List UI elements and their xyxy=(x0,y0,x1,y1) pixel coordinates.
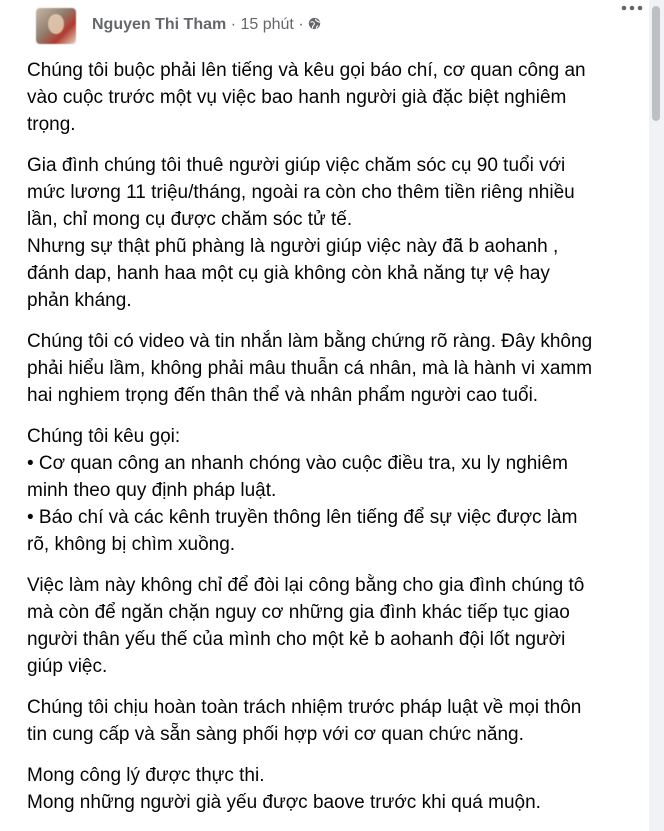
text-line: Chúng tôi chịu hoàn toàn trách nhiệm trước pháp luật về mọi thôn xyxy=(27,697,582,718)
text-line: Chúng tôi buộc phải lên tiếng và kêu gọi báo chí, cơ quan công an xyxy=(27,60,586,81)
text-line: Chúng tôi kêu gọi: xyxy=(27,426,181,447)
paragraph-3 xyxy=(27,328,648,409)
text-line: hai nghiem trọng đến thân thể và nhân phẩm người cao tuổi. xyxy=(27,385,539,406)
text-line: mà còn để ngăn chặn nguy cơ những gia đình khác tiếp tục giao xyxy=(27,602,570,623)
text-line: Chúng tôi có video và tin nhắn làm bằng chứng rõ ràng. Đây không xyxy=(27,331,593,352)
paragraph-6 xyxy=(27,694,648,748)
text-line: rõ, không bị chìm xuồng. xyxy=(27,534,236,555)
text-line: Việc làm này không chỉ để đòi lại công bằng cho gia đình chúng tô xyxy=(27,575,585,596)
paragraph-1 xyxy=(27,57,648,138)
paragraph-7 xyxy=(27,762,648,816)
more-horizontal-icon[interactable] xyxy=(620,0,644,14)
text-line: minh theo quy định pháp luật. xyxy=(27,480,277,501)
scrollbar-thumb[interactable] xyxy=(652,6,660,121)
text-line: phải hiểu lầm, không phải mâu thuẫn cá nhân, mà là hành vi xamm xyxy=(27,358,593,379)
post-time[interactable]: 15 phút xyxy=(240,16,294,33)
vertical-scrollbar[interactable] xyxy=(649,0,664,831)
author-name[interactable]: Nguyen Thi Tham xyxy=(92,16,227,33)
text-line: Nhưng sự thật phũ phàng là người giúp việc này đã b aohanh , xyxy=(27,236,559,257)
text-line: phản kháng. xyxy=(27,290,132,311)
paragraph-4 xyxy=(27,423,648,558)
author-avatar[interactable] xyxy=(36,8,76,44)
post-header xyxy=(0,0,648,48)
text-line: Mong công lý được thực thi. xyxy=(27,765,265,786)
text-line: • Báo chí và các kênh truyền thông lên tiếng để sự việc được làm xyxy=(27,507,578,528)
text-line: tin cung cấp và sẵn sàng phối hợp với cơ quan chức năng. xyxy=(27,724,524,745)
text-line: mức lương 11 triệu/tháng, ngoài ra còn cho thêm tiền riêng nhiều xyxy=(27,182,575,203)
meta-separator-2: · xyxy=(298,16,304,33)
text-line: Gia đình chúng tôi thuê người giúp việc chăm sóc cụ 90 tuổi với xyxy=(27,155,566,176)
paragraph-2 xyxy=(27,152,648,314)
text-line: lần, chỉ mong cụ được chăm sóc tử tế. xyxy=(27,209,353,230)
text-line: Mong những người già yếu được baove trước khi quá muộn. xyxy=(27,792,541,813)
author-line xyxy=(92,15,321,35)
text-line: đánh dap, hanh haa một cụ già không còn khả năng tự vệ hay xyxy=(27,263,550,284)
post-body xyxy=(27,57,648,830)
text-line: trọng. xyxy=(27,114,76,135)
text-line: giúp việc. xyxy=(27,656,108,677)
text-line: người thân yếu thế của mình cho một kẻ b aohanh đội lốt người xyxy=(27,629,566,650)
text-line: vào cuộc trước một vụ việc bao hanh người già đặc biệt nghiêm xyxy=(27,87,567,108)
globe-icon xyxy=(308,17,321,30)
text-line: • Cơ quan công an nhanh chóng vào cuộc điều tra, xu ly nghiêm xyxy=(27,453,568,474)
meta-separator: · xyxy=(230,16,237,33)
paragraph-5 xyxy=(27,572,648,680)
